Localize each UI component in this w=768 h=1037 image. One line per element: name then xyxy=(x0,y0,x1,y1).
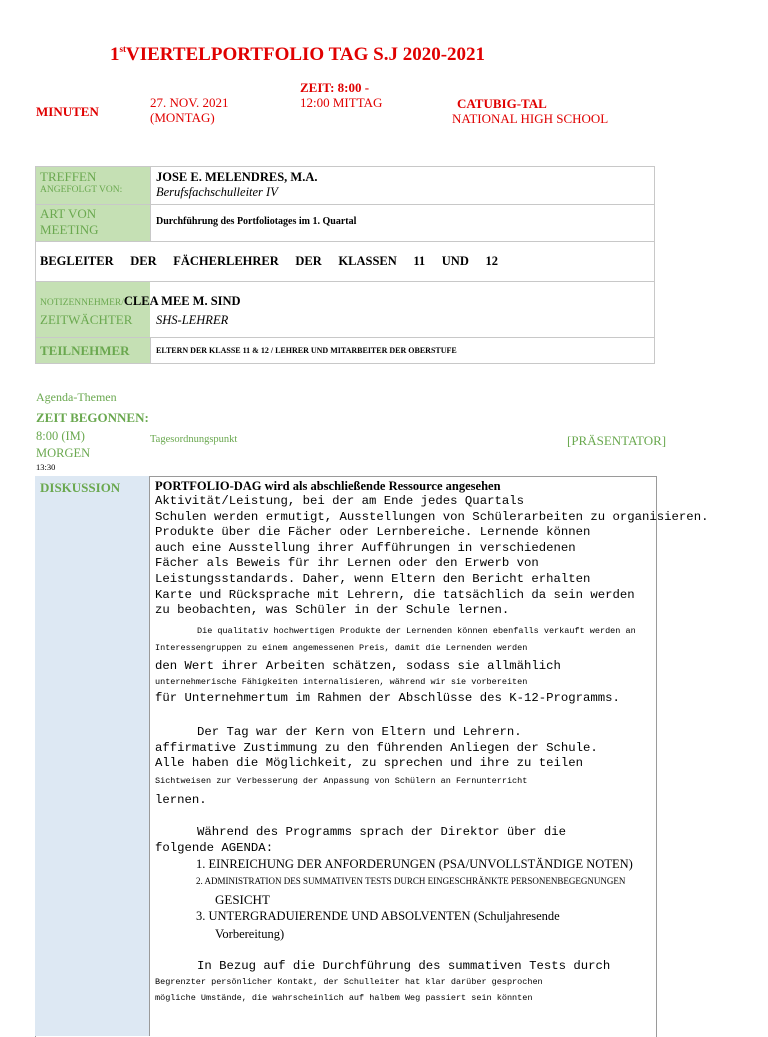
discussion-label: DISKUSSION xyxy=(40,480,121,495)
small-time: 13:30 xyxy=(36,462,56,472)
discussion-heading: PORTFOLIO-DAG wird als abschließende Ressource angesehen xyxy=(155,479,501,493)
agenda-item-label: Tagesordnungspunkt xyxy=(150,434,238,445)
agenda-item-2-cont: GESICHT xyxy=(215,892,270,907)
row-note-taker xyxy=(36,282,655,338)
time-started-value: 8:00 (IM) xyxy=(36,429,85,443)
document-title: 1stVIERTELPORTFOLIO TAG S.J 2020-2021 xyxy=(110,44,486,65)
row2-label: ART VON MEETING xyxy=(36,205,151,242)
para1-small-3: unternehmerische Fähigkeiten internalisieren, während wir sie vorbereiten xyxy=(155,677,528,687)
para2-line4: lernen. xyxy=(155,793,207,807)
para1-line-a: den Wert ihrer Arbeiten schätzen, sodass sie allmählich xyxy=(155,659,561,673)
meeting-info-table xyxy=(35,166,655,364)
para2-small: Sichtweisen zur Verbesserung der Anpassung von Schülern an Fernunterricht xyxy=(155,776,528,786)
presenter-label: [PRÄSENTATOR] xyxy=(567,433,667,448)
row-escort xyxy=(36,242,655,282)
row2-value: Durchführung des Portfoliotages im 1. Quartal xyxy=(151,205,655,242)
row-participants xyxy=(36,338,655,364)
para4-small-2: mögliche Umstände, die wahrscheinlich auf halbem Weg passiert sein könnten xyxy=(155,993,533,1003)
discussion-para3: Während des Programms sprach der Direktor über die folgende AGENDA: xyxy=(155,825,566,855)
discussion-para1: Aktivität/Leistung, bei der am Ende jedes Quartals Schulen werden ermutigt, Ausstellungen von Schülerarbeiten zu organisieren. Produkte über die Fächer oder Lernbereiche. Lernende können auch eine Ausstellung ihrer Aufführungen in verschiedenen Fächer als Beweis für ihr Lernen oder den Erwerb von Leistungsstandards. Daher, wenn Eltern den Bericht erhalten Karte und Rücksprache mit Lehrern, die tatsächlich da sein werden zu beobachten, was Schüler in der Schule lernen. xyxy=(155,494,709,618)
para1-line-b: für Unternehmertum im Rahmen der Abschlüsse des K-12-Programms. xyxy=(155,691,620,705)
agenda-item-1: 1. EINREICHUNG DER ANFORDERUNGEN (PSA/UNVOLLSTÄNDIGE NOTEN) xyxy=(196,857,633,871)
para1-small-2: Interessengruppen zu einem angemessenen Preis, damit die Lernenden werden xyxy=(155,643,528,653)
row4-value: NOTIZENNEHMER/CLEA MEE M. SIND ZEITWÄCHTER SHS-LEHRER xyxy=(36,282,655,338)
para1-small-1: Die qualitativ hochwertigen Produkte der Lernenden können ebenfalls verkauft werden an xyxy=(197,626,636,636)
discussion-para4: In Bezug auf die Durchführung des summativen Tests durch xyxy=(197,959,611,973)
agenda-item-3: 3. UNTERGRADUIERENDE UND ABSOLVENTEN (Schuljahresende xyxy=(196,909,560,923)
minutes-label: MINUTEN xyxy=(36,104,99,119)
para4-small-1: Begrenzter persönlicher Kontakt, der Schulleiter hat klar darüber gesprochen xyxy=(155,977,543,987)
row-meeting-led-by xyxy=(36,167,655,205)
time-started-label: ZEIT BEGONNEN: xyxy=(36,410,149,425)
discussion-label-cell xyxy=(35,476,150,1036)
row-meeting-type xyxy=(36,205,655,242)
meeting-date: 27. NOV. 2021 (MONTAG) xyxy=(150,95,229,125)
row1-value: JOSE E. MELENDRES, M.A. Berufsfachschulleiter IV xyxy=(151,167,655,205)
school-name: CATUBIG-TAL NATIONAL HIGH SCHOOL xyxy=(452,96,609,126)
agenda-item-2: 2. ADMINISTRATION DES SUMMATIVEN TESTS DURCH EINGESCHRÄNKTE PERSONENBEGEGNUNGEN xyxy=(196,876,626,886)
row5-label: TEILNEHMER xyxy=(36,338,151,364)
row3-value: BEGLEITER DER FÄCHERLEHRER DER KLASSEN 11 UND 12 xyxy=(36,242,655,282)
agenda-topics-label: Agenda-Themen xyxy=(36,390,117,404)
row1-label: TREFFEN ANGEFOLGT VON: xyxy=(36,167,151,205)
agenda-item-3-cont: Vorbereitung) xyxy=(215,927,285,941)
row5-value: ELTERN DER KLASSE 11 & 12 / LEHRER UND MITARBEITER DER OBERSTUFE xyxy=(151,338,655,364)
time-morning: MORGEN xyxy=(36,446,91,460)
meeting-time: ZEIT: 8:00 - 12:00 MITTAG xyxy=(300,80,383,110)
discussion-para2: Der Tag war der Kern von Eltern und Lehrern. affirmative Zustimmung zu den führenden Anliegen der Schule. Alle haben die Möglichkeit, zu sprechen und ihre zu teilen xyxy=(155,725,598,771)
